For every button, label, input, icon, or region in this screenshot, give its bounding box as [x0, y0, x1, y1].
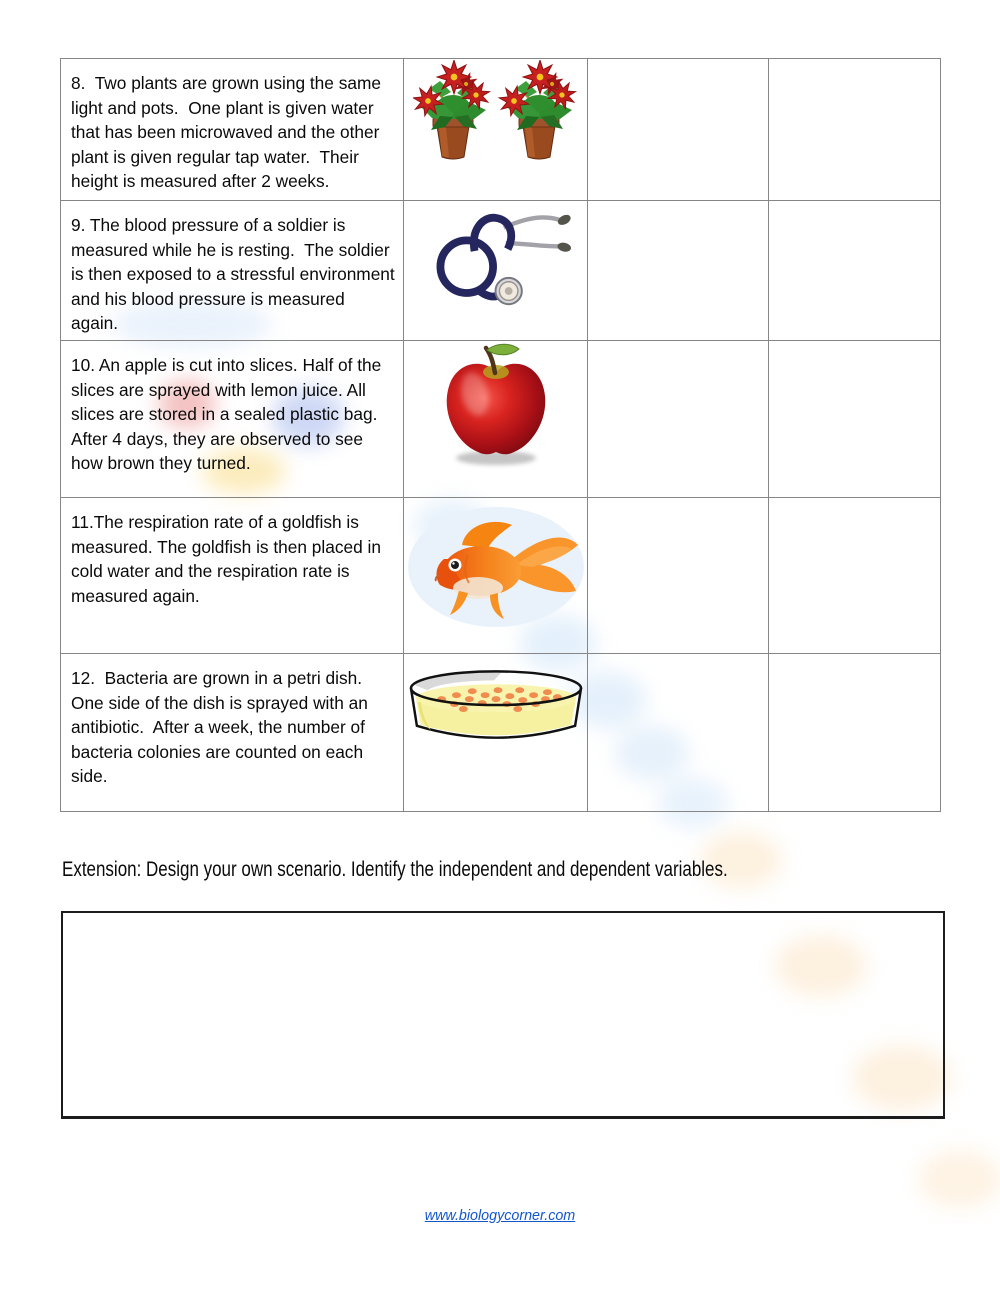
table-row	[61, 201, 941, 341]
petri-dish-image	[407, 668, 585, 750]
scenario-text: 9. The blood pressure of a soldier is measured while he is resting. The soldier is then exposed to a stressful environment and his blood pressure is measured again.	[71, 215, 400, 333]
independent-variable-answer-cell	[588, 201, 769, 341]
poinsettia-plants-image	[413, 60, 579, 162]
apple-image	[435, 342, 557, 470]
table-row	[61, 59, 941, 201]
dependent-variable-answer-cell	[769, 498, 941, 654]
dependent-variable-answer-cell	[769, 654, 941, 812]
independent-variable-answer-cell	[588, 654, 769, 812]
dependent-variable-answer-cell	[769, 341, 941, 498]
extension-prompt: Extension: Design your own scenario. Identify the independent and dependent variables.	[62, 857, 728, 881]
stethoscope-image	[418, 202, 574, 306]
independent-variable-answer-cell	[588, 59, 769, 201]
website-link[interactable]: www.biologycorner.com	[424, 1208, 576, 1224]
dependent-variable-answer-cell	[769, 201, 941, 341]
table-row	[61, 654, 941, 812]
scenario-text: 11.The respiration rate of a goldfish is measured. The goldfish is then placed in cold water and the respiration rate is measured again.	[71, 512, 386, 606]
watermark-blob	[918, 1150, 1000, 1208]
footer	[0, 1207, 1000, 1225]
goldfish-image	[406, 499, 586, 633]
table-row	[61, 498, 941, 654]
extension-answer-box	[61, 911, 945, 1119]
scenario-text: 10. An apple is cut into slices. Half of the slices are sprayed with lemon juice. All slices are stored in a sealed plastic bag. After 4 days, they are observed to see how brown they turned.	[71, 355, 387, 473]
dependent-variable-answer-cell	[769, 59, 941, 201]
scenario-text: 12. Bacteria are grown in a petri dish. One side of the dish is sprayed with an antibiotic. After a week, the number of bacteria colonies are counted on each side.	[71, 668, 373, 786]
independent-variable-answer-cell	[588, 341, 769, 498]
independent-variable-answer-cell	[588, 498, 769, 654]
scenario-table	[60, 58, 941, 812]
scenario-text: 8. Two plants are grown using the same light and pots. One plant is given water that has been microwaved and the other plant is given regular tap water. Their height is measured after 2 weeks.	[71, 73, 386, 191]
table-row	[61, 341, 941, 498]
